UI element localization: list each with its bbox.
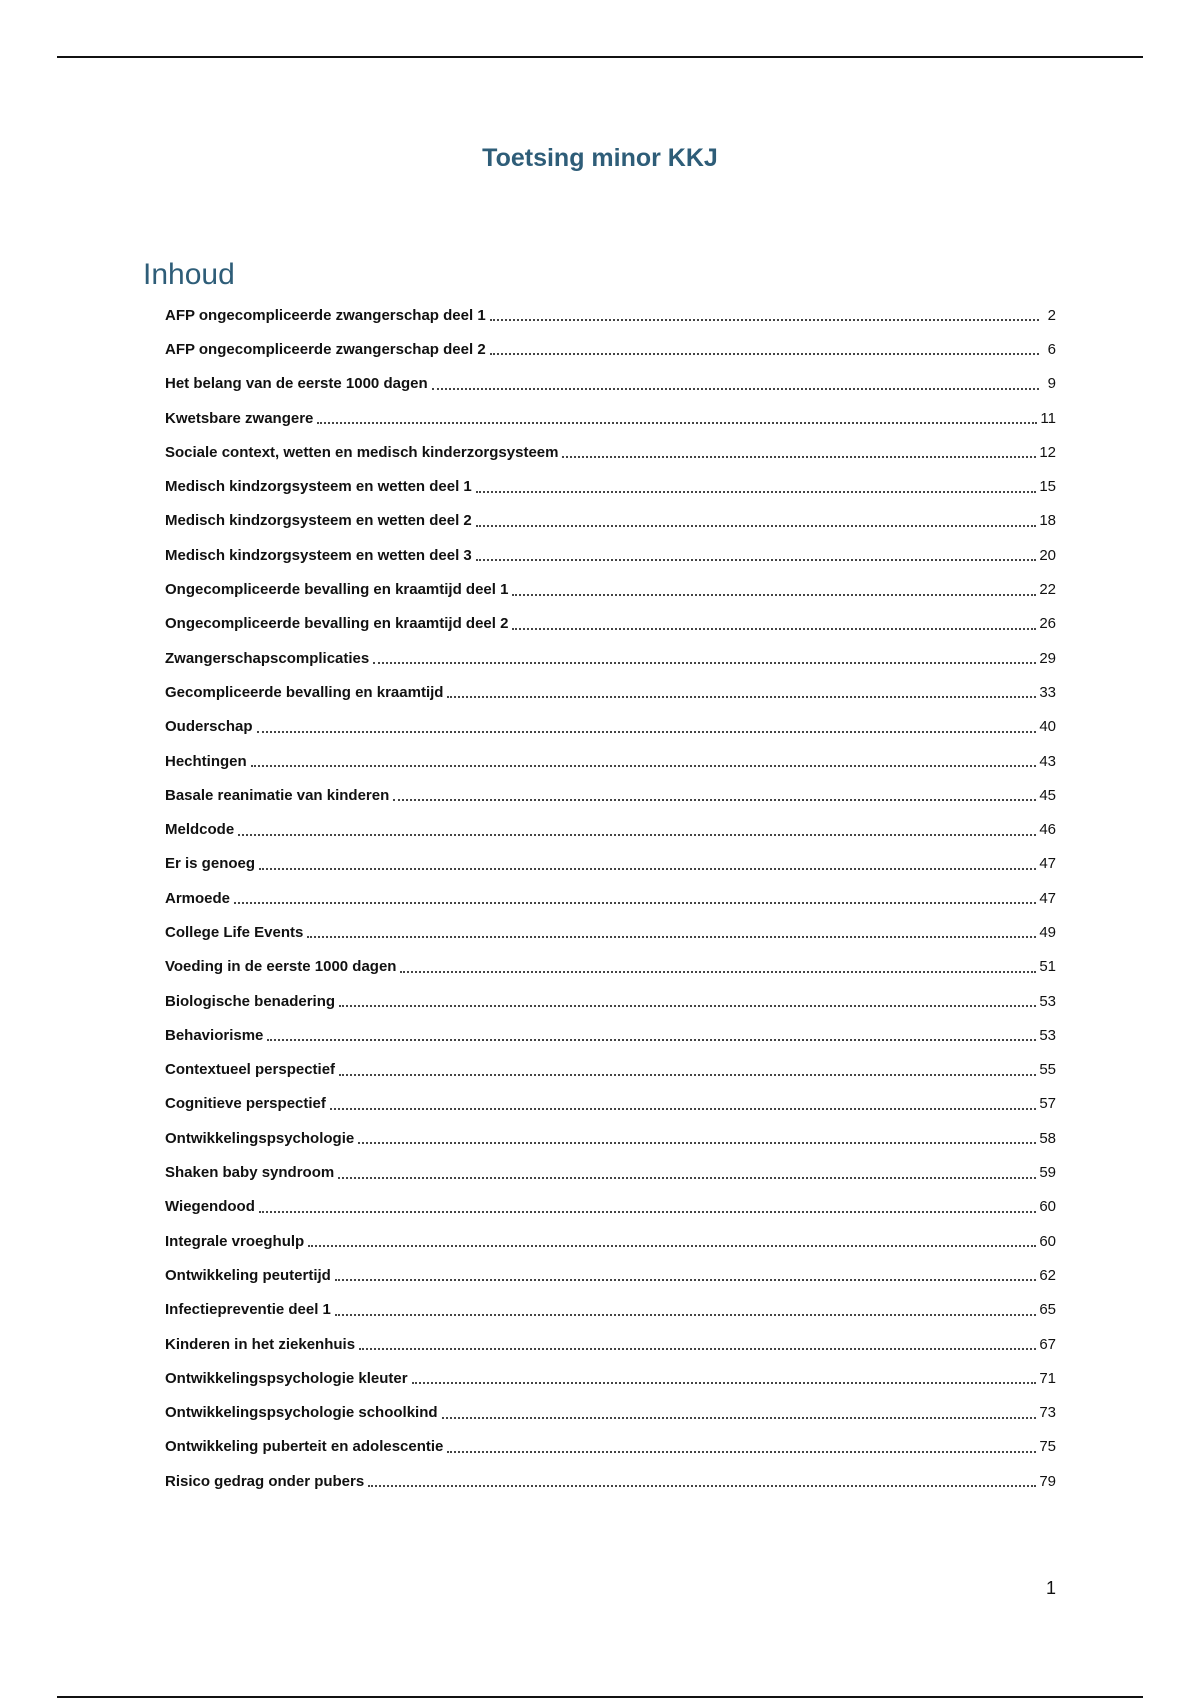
toc-entry-page: 75 (1039, 1438, 1056, 1456)
toc-entry-title: Shaken baby syndroom (165, 1164, 335, 1182)
toc-entry-title: Meldcode (165, 821, 235, 839)
toc-entry-title: AFP ongecompliceerde zwangerschap deel 2 (165, 340, 486, 358)
toc-dot-leader (307, 936, 1036, 938)
toc-entry-title: Ontwikkelingspsychologie kleuter (165, 1369, 408, 1387)
toc-entry-page: 60 (1039, 1198, 1056, 1216)
toc-dot-leader (335, 1279, 1036, 1281)
toc-entry-title: Basale reanimatie van kinderen (165, 786, 390, 804)
toc-heading: Inhoud (143, 258, 235, 291)
toc-entry-page: 47 (1039, 889, 1056, 907)
toc-dot-leader (257, 731, 1037, 733)
toc-entry[interactable] (165, 435, 1056, 469)
toc-dot-leader (358, 1142, 1036, 1144)
toc-dot-leader (234, 902, 1036, 904)
toc-entry-title: Wiegendood (165, 1198, 255, 1216)
toc-entry-title: Ongecompliceerde bevalling en kraamtijd deel 2 (165, 615, 509, 633)
toc-entry-page: 49 (1039, 923, 1056, 941)
toc-dot-leader (412, 1382, 1037, 1384)
toc-dot-leader (512, 594, 1036, 596)
toc-entry-page: 57 (1039, 1095, 1056, 1113)
toc-entry-title: Er is genoeg (165, 855, 256, 873)
toc-entry[interactable] (165, 881, 1056, 915)
toc-entry-title: Ongecompliceerde bevalling en kraamtijd deel 1 (165, 581, 509, 599)
toc-entry-title: College Life Events (165, 923, 304, 941)
toc-entry-title: Infectiepreventie deel 1 (165, 1301, 331, 1319)
toc-entry-title: Sociale context, wetten en medisch kinderzorgsysteem (165, 443, 559, 461)
toc-entry[interactable] (165, 572, 1056, 606)
toc-entry[interactable] (165, 744, 1056, 778)
toc-entry[interactable] (165, 1258, 1056, 1292)
toc-entry-title: Medisch kindzorgsysteem en wetten deel 2 (165, 512, 472, 530)
toc-dot-leader (259, 868, 1036, 870)
toc-dot-leader (373, 662, 1036, 664)
toc-dot-leader (330, 1108, 1036, 1110)
toc-entry-page: 67 (1039, 1335, 1056, 1353)
toc-entry[interactable] (165, 1430, 1056, 1464)
toc-entry-title: AFP ongecompliceerde zwangerschap deel 1 (165, 306, 486, 324)
toc-entry[interactable] (165, 950, 1056, 984)
footer-rule (57, 1696, 1143, 1698)
toc-dot-leader (442, 1417, 1037, 1419)
toc-entry-page: 20 (1039, 546, 1056, 564)
toc-entry-page: 9 (1047, 375, 1056, 393)
toc-entry[interactable] (165, 1224, 1056, 1258)
toc-entry-page: 60 (1039, 1232, 1056, 1250)
toc-entry-page: 18 (1039, 512, 1056, 530)
toc-entry-page: 53 (1039, 1026, 1056, 1044)
toc-entry-page: 62 (1039, 1266, 1056, 1284)
toc-entry-page: 79 (1039, 1472, 1056, 1490)
toc-entry-page: 11 (1040, 409, 1056, 427)
toc-entry-page: 2 (1047, 306, 1056, 324)
toc-entry-page: 22 (1039, 581, 1056, 599)
toc-entry[interactable] (165, 1190, 1056, 1224)
toc-dot-leader (238, 834, 1036, 836)
toc-dot-leader (447, 1451, 1036, 1453)
toc-entry[interactable] (165, 332, 1056, 366)
toc-dot-leader (476, 559, 1037, 561)
toc-entry-title: Het belang van de eerste 1000 dagen (165, 375, 428, 393)
toc-entry[interactable] (165, 1155, 1056, 1189)
toc-entry[interactable] (165, 298, 1056, 332)
toc-entry[interactable] (165, 469, 1056, 503)
toc-entry-title: Ontwikkeling puberteit en adolescentie (165, 1438, 444, 1456)
toc-entry[interactable] (165, 847, 1056, 881)
toc-dot-leader (267, 1039, 1036, 1041)
toc-entry[interactable] (165, 1361, 1056, 1395)
toc-entry[interactable] (165, 778, 1056, 812)
toc-entry[interactable] (165, 1087, 1056, 1121)
toc-dot-leader (562, 456, 1036, 458)
toc-dot-leader (338, 1177, 1036, 1179)
toc-entry-title: Ouderschap (165, 718, 253, 736)
toc-entry-title: Ontwikkeling peutertijd (165, 1266, 331, 1284)
toc-dot-leader (393, 799, 1036, 801)
toc-dot-leader (432, 388, 1039, 390)
page-number: 1 (1045, 1578, 1056, 1598)
toc-entry-page: 73 (1039, 1404, 1056, 1422)
toc-dot-leader (335, 1314, 1036, 1316)
toc-entry-page: 6 (1047, 340, 1056, 358)
toc-entry-page: 46 (1039, 821, 1056, 839)
toc-entry-page: 29 (1039, 649, 1056, 667)
toc-entry[interactable] (165, 1327, 1056, 1361)
toc-entry[interactable] (165, 710, 1056, 744)
toc-entry-page: 47 (1039, 855, 1056, 873)
toc-entry[interactable] (165, 504, 1056, 538)
toc-dot-leader (359, 1348, 1036, 1350)
toc-entry[interactable] (165, 401, 1056, 435)
toc-entry-title: Hechtingen (165, 752, 247, 770)
toc-entry[interactable] (165, 915, 1056, 949)
toc-dot-leader (368, 1485, 1036, 1487)
toc-dot-leader (400, 971, 1036, 973)
toc-entry-title: Gecompliceerde bevalling en kraamtijd (165, 683, 444, 701)
toc-entry-page: 33 (1039, 683, 1056, 701)
toc-dot-leader (317, 422, 1037, 424)
toc-entry[interactable] (165, 1464, 1056, 1498)
toc-entry[interactable] (165, 367, 1056, 401)
toc-entry[interactable] (165, 675, 1056, 709)
toc-entry-page: 15 (1039, 478, 1056, 496)
toc-entry-page: 59 (1039, 1164, 1056, 1182)
toc-dot-leader (476, 491, 1037, 493)
toc-dot-leader (490, 319, 1039, 321)
table-of-contents (165, 298, 1056, 1498)
toc-entry-page: 12 (1039, 443, 1056, 461)
toc-entry[interactable] (165, 1396, 1056, 1430)
toc-entry[interactable] (165, 538, 1056, 572)
toc-entry-title: Integrale vroeghulp (165, 1232, 305, 1250)
toc-entry-title: Zwangerschapscomplicaties (165, 649, 370, 667)
toc-dot-leader (512, 628, 1036, 630)
toc-entry-page: 53 (1039, 992, 1056, 1010)
toc-dot-leader (490, 353, 1039, 355)
toc-entry[interactable] (165, 641, 1056, 675)
toc-entry-page: 58 (1039, 1129, 1056, 1147)
toc-entry[interactable] (165, 1053, 1056, 1087)
toc-entry[interactable] (165, 984, 1056, 1018)
toc-entry-page: 26 (1039, 615, 1056, 633)
toc-entry-page: 65 (1039, 1301, 1056, 1319)
toc-entry-title: Voeding in de eerste 1000 dagen (165, 958, 397, 976)
toc-entry-page: 71 (1039, 1369, 1056, 1387)
toc-entry-title: Medisch kindzorgsysteem en wetten deel 1 (165, 478, 472, 496)
toc-entry-title: Kinderen in het ziekenhuis (165, 1335, 356, 1353)
toc-entry-title: Ontwikkelingspsychologie (165, 1129, 355, 1147)
toc-dot-leader (339, 1074, 1036, 1076)
toc-entry-title: Risico gedrag onder pubers (165, 1472, 365, 1490)
toc-entry-title: Biologische benadering (165, 992, 336, 1010)
toc-entry-title: Medisch kindzorgsysteem en wetten deel 3 (165, 546, 472, 564)
toc-dot-leader (339, 1005, 1036, 1007)
toc-entry[interactable] (165, 1018, 1056, 1052)
toc-entry[interactable] (165, 1293, 1056, 1327)
toc-entry-page: 40 (1039, 718, 1056, 736)
toc-entry-page: 55 (1039, 1061, 1056, 1079)
toc-entry[interactable] (165, 607, 1056, 641)
toc-entry-page: 51 (1039, 958, 1056, 976)
toc-entry-title: Behaviorisme (165, 1026, 264, 1044)
toc-entry[interactable] (165, 812, 1056, 846)
toc-entry-page: 43 (1039, 752, 1056, 770)
header-rule (57, 56, 1143, 58)
toc-entry-title: Ontwikkelingspsychologie schoolkind (165, 1404, 438, 1422)
toc-dot-leader (251, 765, 1037, 767)
toc-entry[interactable] (165, 1121, 1056, 1155)
toc-dot-leader (259, 1211, 1036, 1213)
toc-entry-title: Kwetsbare zwangere (165, 409, 314, 427)
document-title: Toetsing minor KKJ (482, 144, 718, 172)
toc-entry-title: Armoede (165, 889, 231, 907)
toc-dot-leader (308, 1245, 1036, 1247)
toc-entry-title: Cognitieve perspectief (165, 1095, 326, 1113)
toc-dot-leader (476, 525, 1037, 527)
toc-entry-page: 45 (1039, 786, 1056, 804)
toc-entry-title: Contextueel perspectief (165, 1061, 336, 1079)
toc-dot-leader (447, 696, 1036, 698)
